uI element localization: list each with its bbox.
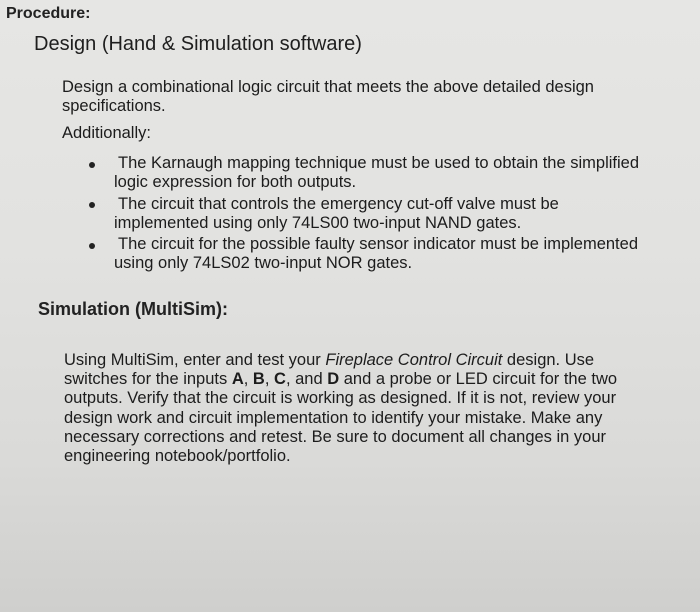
simulation-paragraph: Using MultiSim, enter and test your Fireplace Control Circuit design. Use switches for the inputs A, B, C, and D and a probe or LED circuit for the two outputs. Verify that the circuit is working as designed. If it is not, review your design work and circuit implementation to identify your mistake. Make any necessary corrections and retest. Be sure to document all changes in your engineering notebook/portfolio.: [64, 351, 618, 466]
procedure-heading: Procedure:: [6, 5, 91, 22]
design-paragraph: Design a combinational logic circuit that meets the above detailed design specifications.: [62, 78, 594, 115]
design-heading: Design (Hand & Simulation software): [34, 33, 362, 55]
input-label-d: D: [327, 370, 340, 389]
bullet-icon: [89, 243, 95, 249]
input-label-c: C: [274, 370, 286, 389]
additionally-label: Additionally:: [62, 124, 151, 142]
list-item-line: using only 74LS02 two-input NOR gates.: [114, 254, 413, 272]
simulation-heading: Simulation (MultiSim):: [38, 299, 228, 319]
bullet-icon: [89, 202, 95, 208]
simulation-text: design. Use switches for the inputs: [64, 351, 595, 389]
list-item-line: implemented using only 74LS00 two-input NAND gates.: [114, 214, 522, 232]
input-label-b: B: [252, 370, 265, 389]
list-item-line: The Karnaugh mapping technique must be used to obtain the simplified: [118, 154, 639, 172]
bullet-icon: [89, 162, 95, 168]
list-item-line: logic expression for both outputs.: [114, 173, 357, 191]
list-item-line: The circuit that controls the emergency cut-off valve must be: [118, 195, 559, 213]
simulation-text: Using MultiSim, enter and test your: [64, 351, 326, 369]
simulation-text: and a probe or LED circuit for the two outputs. Verify that the circuit is working as designed. If it is not, review your design work and circuit implementation to identify your mistake. Make any necessary corrections and retest. Be sure to document all changes in your engineering notebook/portfolio.: [64, 370, 618, 466]
list-item-line: The circuit for the possible faulty sensor indicator must be implemented: [118, 235, 638, 253]
input-label-a: A: [231, 370, 244, 389]
circuit-name: Fireplace Control Circuit: [325, 351, 503, 369]
